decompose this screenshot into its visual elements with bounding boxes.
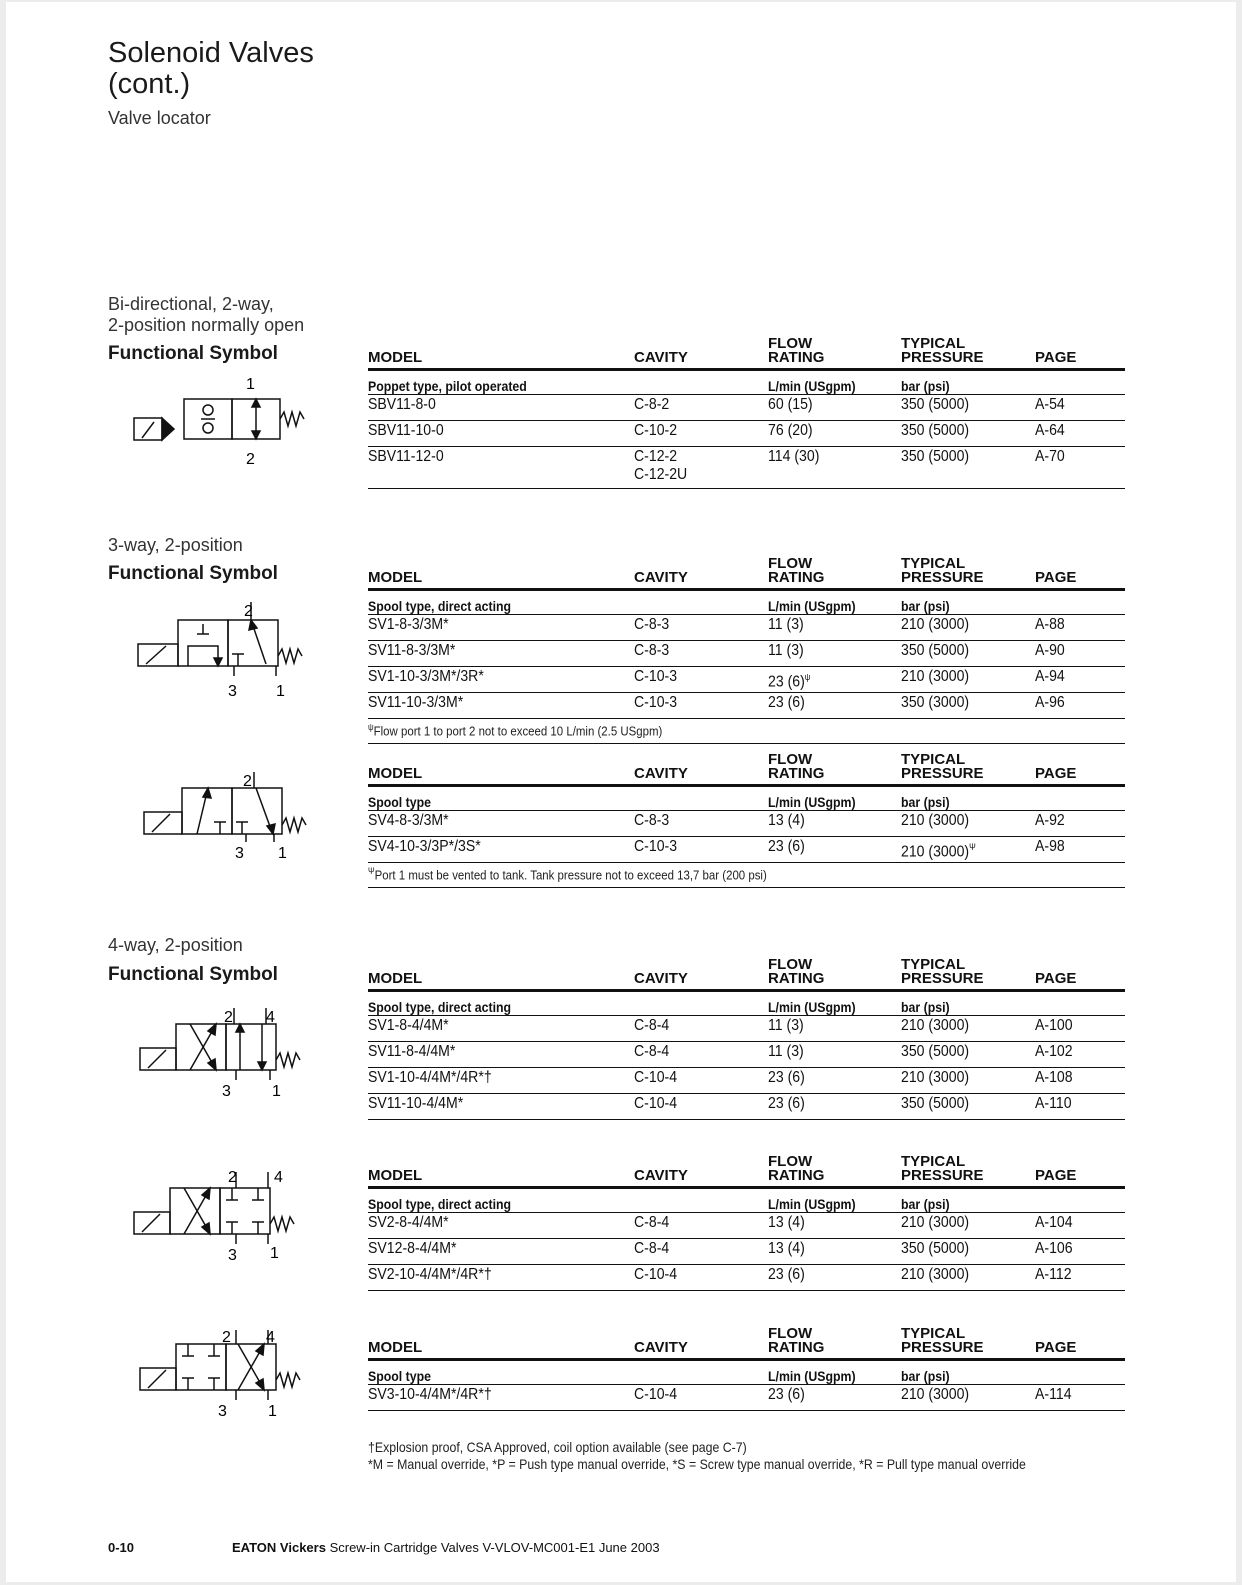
table-row: SV4-8-3/3M* C-8-3 13 (4) 210 (3000) A-92 — [368, 811, 1125, 837]
table-row: SBV11-8-0 C-8-2 60 (15) 350 (5000) A-54 — [368, 395, 1125, 421]
port-label-3: 3 — [228, 1247, 237, 1264]
col-pressure: TYPICAL PRESSURE — [901, 555, 1035, 590]
col-cavity: CAVITY — [634, 1153, 768, 1188]
col-page: PAGE — [1035, 1325, 1125, 1360]
col-page: PAGE — [1035, 751, 1125, 786]
port-label-1: 1 — [276, 683, 285, 700]
footer-brand: EATON Vickers — [232, 1540, 326, 1555]
footnotes — [368, 1439, 1116, 1473]
table-row: SV12-8-4/4M* C-8-4 13 (4) 350 (5000) A-106 — [368, 1239, 1125, 1265]
symbol-4way-spool-direct-a — [138, 1002, 328, 1112]
table-note: $^\Psi$Port 1 must be vented to tank. Tank pressure not to exceed 13,7 bar (200 psi) — [368, 863, 1125, 888]
col-pressure: TYPICAL PRESSURE — [901, 1153, 1035, 1188]
footnote-mark: ψ — [804, 672, 811, 682]
symbol-3way-spool-direct — [136, 596, 326, 711]
table-3way-direct — [368, 555, 1125, 744]
table-subheader: Spool type L/min (USgpm) bar (psi) — [368, 786, 1125, 811]
table-row: SBV11-12-0 C-12-2 C-12-2U 114 (30) 350 (5000) A-70 — [368, 447, 1125, 489]
table-4way-direct-a — [368, 956, 1125, 1120]
functional-symbol-label: Functional Symbol — [108, 343, 278, 364]
col-cavity: CAVITY — [634, 1325, 768, 1360]
section-title-bi-line1: Bi-directional, 2-way, — [108, 294, 274, 314]
section-title-3way: 3-way, 2-position — [108, 535, 243, 555]
port-label-3: 3 — [228, 683, 237, 700]
page — [6, 2, 1236, 1582]
table-row: SV11-8-4/4M* C-8-4 11 (3) 350 (5000) A-102 — [368, 1042, 1125, 1068]
table-row: SV11-10-4/4M* C-10-4 23 (6) 350 (5000) A-110 — [368, 1094, 1125, 1120]
symbol-bi-directional-2way-graphic — [132, 372, 322, 472]
table-4way-direct-b — [368, 1153, 1125, 1291]
port-label-4: 4 — [266, 1329, 275, 1346]
col-page: PAGE — [1035, 555, 1125, 590]
table-subheader: Spool type, direct acting L/min (USgpm) bar (psi) — [368, 1188, 1125, 1213]
col-flow: FLOW RATING — [768, 1325, 901, 1360]
col-pressure: TYPICAL PRESSURE — [901, 335, 1035, 370]
col-flow: FLOW RATING — [768, 751, 901, 786]
port-label-4: 4 — [266, 1009, 275, 1026]
table-row: SV1-8-3/3M* C-8-3 11 (3) 210 (3000) A-88 — [368, 615, 1125, 641]
symbol-3way-spool — [142, 770, 332, 875]
table-row: SV1-8-4/4M* C-8-4 11 (3) 210 (3000) A-100 — [368, 1016, 1125, 1042]
section-title-4way: 4-way, 2-position — [108, 935, 243, 955]
port-label-1: 1 — [246, 376, 255, 393]
table-row: SV4-10-3/3P*/3S* C-10-3 23 (6) 210 $(3000)^\Psi$ A-98 — [368, 837, 1125, 863]
functional-symbol-label: Functional Symbol — [108, 563, 278, 584]
port-label-1: 1 — [268, 1403, 277, 1420]
col-flow: FLOW RATING — [768, 956, 901, 991]
section-title-bi — [108, 294, 304, 336]
col-flow: FLOW RATING — [768, 335, 901, 370]
table-row: SBV11-10-0 C-10-2 76 (20) 350 (5000) A-64 — [368, 421, 1125, 447]
functional-symbol-label: Functional Symbol — [108, 964, 278, 985]
table-row: SV3-10-4/4M*/4R*† C-10-4 23 (6) 210 (3000) A-114 — [368, 1385, 1125, 1411]
port-label-3: 3 — [222, 1083, 231, 1100]
port-label-4: 4 — [274, 1169, 283, 1186]
col-cavity: CAVITY — [634, 335, 768, 370]
table-bi-directional — [368, 335, 1125, 489]
port-label-2: 2 — [228, 1169, 237, 1186]
col-model: MODEL — [368, 1153, 634, 1188]
symbol-bi-directional-2way — [132, 372, 322, 477]
col-flow: FLOW RATING — [768, 1153, 901, 1188]
port-label-1: 1 — [278, 845, 287, 862]
table-4way-spool — [368, 1325, 1125, 1411]
col-pressure: TYPICAL PRESSURE — [901, 956, 1035, 991]
col-model: MODEL — [368, 751, 634, 786]
page-title — [108, 38, 314, 100]
port-label-2: 2 — [244, 603, 253, 620]
footnote-explosion-proof: †Explosion proof, CSA Approved, coil option available (see page C-7) — [368, 1439, 747, 1455]
port-label-1: 1 — [272, 1083, 281, 1100]
footnote-manual-override: *M = Manual override, *P = Push type manual override, *S = Screw type manual override, *R = Pull type manual override — [368, 1456, 1026, 1472]
table-row: SV1-10-3/3M*/3R* C-10-3 23 $(6)^\psi$ 210 (3000) A-94 — [368, 667, 1125, 693]
table-subheader: Poppet type, pilot operated L/min (USgpm) bar (psi) — [368, 370, 1125, 395]
port-label-2: 2 — [224, 1009, 233, 1026]
table-row: SV1-10-4/4M*/4R*† C-10-4 23 (6) 210 (3000) A-108 — [368, 1068, 1125, 1094]
col-pressure: TYPICAL PRESSURE — [901, 1325, 1035, 1360]
page-title-line2: (cont.) — [108, 68, 191, 100]
col-page: PAGE — [1035, 335, 1125, 370]
col-model: MODEL — [368, 335, 634, 370]
table-note: $^\psi$Flow port 1 to port 2 not to exceed 10 L/min (2.5 USgpm) — [368, 719, 1125, 744]
port-label-1: 1 — [270, 1245, 279, 1262]
table-3way-spool — [368, 751, 1125, 888]
port-label-2: 2 — [246, 451, 255, 468]
table-row: SV11-8-3/3M* C-8-3 11 (3) 350 (5000) A-90 — [368, 641, 1125, 667]
symbol-4way-spool — [138, 1328, 328, 1443]
table-subheader: Spool type, direct acting L/min (USgpm) bar (psi) — [368, 991, 1125, 1016]
page-subtitle: Valve locator — [108, 108, 211, 128]
table-subheader: Spool type, direct acting L/min (USgpm) bar (psi) — [368, 590, 1125, 615]
col-page: PAGE — [1035, 956, 1125, 991]
col-model: MODEL — [368, 1325, 634, 1360]
table-subheader: Spool type L/min (USgpm) bar (psi) — [368, 1360, 1125, 1385]
port-label-2: 2 — [222, 1329, 231, 1346]
col-cavity: CAVITY — [634, 956, 768, 991]
table-row: SV2-10-4/4M*/4R*† C-10-4 23 (6) 210 (3000) A-112 — [368, 1265, 1125, 1291]
col-page: PAGE — [1035, 1153, 1125, 1188]
table-row: SV11-10-3/3M* C-10-3 23 (6) 350 (3000) A-96 — [368, 693, 1125, 719]
page-number: 0-10 — [108, 1540, 135, 1555]
col-flow: FLOW RATING — [768, 555, 901, 590]
col-cavity: CAVITY — [634, 555, 768, 590]
port-label-3: 3 — [218, 1403, 227, 1420]
footer-doc-text: Screw-in Cartridge Valves V-VLOV-MC001-E1 June 2003 — [329, 1540, 660, 1555]
port-label-2: 2 — [243, 773, 252, 790]
footer-doc — [232, 1540, 660, 1555]
col-cavity: CAVITY — [634, 751, 768, 786]
table-row: SV2-8-4/4M* C-8-4 13 (4) 210 (3000) A-104 — [368, 1213, 1125, 1239]
section-title-bi-line2: 2-position normally open — [108, 315, 305, 335]
symbol-4way-spool-direct-b — [132, 1160, 322, 1275]
col-model: MODEL — [368, 956, 634, 991]
col-pressure: TYPICAL PRESSURE — [901, 751, 1035, 786]
port-label-3: 3 — [235, 845, 244, 862]
footnote-mark: Ψ — [969, 842, 976, 852]
page-title-line1: Solenoid Valves — [108, 37, 314, 69]
col-model: MODEL — [368, 555, 634, 590]
